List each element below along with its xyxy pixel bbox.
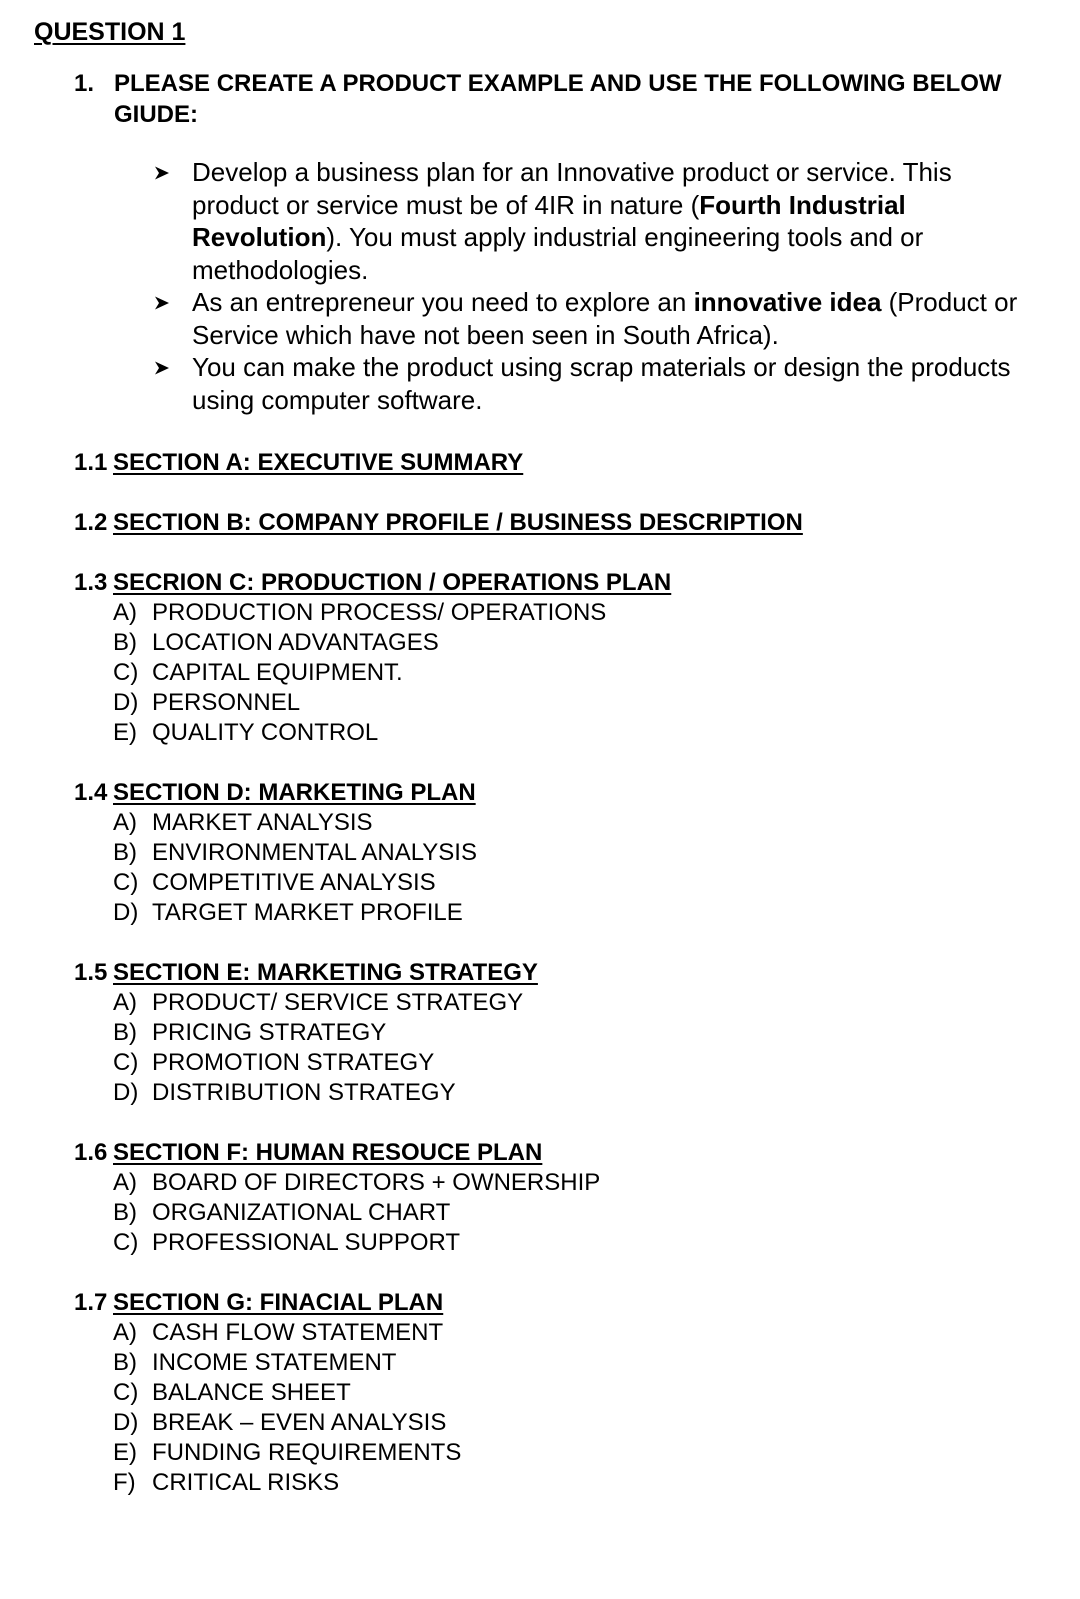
item-text: BOARD OF DIRECTORS + OWNERSHIP: [152, 1169, 601, 1196]
item-letter: B): [113, 1199, 137, 1226]
section-number: 1.3: [74, 569, 108, 596]
bullet-text: (Product or Service which have not been seen in South Africa).: [192, 287, 1018, 350]
list-item: [74, 1438, 1034, 1468]
section-heading: [74, 568, 1034, 598]
section-company-profile: [74, 508, 1034, 538]
list-item: [74, 1378, 1034, 1408]
item-letter: C): [113, 869, 139, 896]
item-letter: E): [113, 719, 137, 746]
item-text: COMPETITIVE ANALYSIS: [152, 869, 436, 896]
item-letter: A): [113, 1169, 137, 1196]
item-text: ENVIRONMENTAL ANALYSIS: [152, 839, 477, 866]
item-letter: B): [113, 629, 137, 656]
item-text: PRICING STRATEGY: [152, 1019, 387, 1046]
list-item: [74, 1018, 1034, 1048]
list-item: [74, 1348, 1034, 1378]
item-text: PROMOTION STRATEGY: [152, 1049, 435, 1076]
section-production-plan: [74, 568, 1034, 748]
list-item: [74, 1408, 1034, 1438]
list-item: [74, 1228, 1034, 1258]
list-item: [74, 718, 1034, 748]
list-item: [74, 1078, 1034, 1108]
item-text: BALANCE SHEET: [152, 1379, 351, 1406]
section-heading: [74, 448, 1034, 478]
list-item: [74, 1468, 1034, 1498]
section-heading: [74, 958, 1034, 988]
list-item: [74, 628, 1034, 658]
list-item: [74, 1318, 1034, 1348]
section-heading: [74, 778, 1034, 808]
section-title: SECRION C: PRODUCTION / OPERATIONS PLAN: [113, 569, 672, 596]
item-text: QUALITY CONTROL: [152, 719, 379, 746]
item-letter: C): [113, 1379, 139, 1406]
section-title: SECTION E: MARKETING STRATEGY: [113, 959, 538, 986]
guide-bullet: [150, 351, 1040, 416]
item-letter: A): [113, 599, 137, 626]
section-marketing-plan: [74, 778, 1034, 928]
list-item: [74, 598, 1034, 628]
list-item: [74, 1198, 1034, 1228]
guide-bullet-list: [150, 156, 1040, 416]
item-letter: A): [113, 989, 137, 1016]
item-text: PERSONNEL: [152, 689, 301, 716]
section-financial-plan: [74, 1288, 1034, 1498]
item-letter: A): [113, 809, 137, 836]
list-item: [74, 1048, 1034, 1078]
section-heading: [74, 508, 1034, 538]
question-number: 1.: [74, 70, 95, 97]
item-text: FUNDING REQUIREMENTS: [152, 1439, 462, 1466]
item-text: BREAK – EVEN ANALYSIS: [152, 1409, 447, 1436]
bullet-bold-text: innovative idea: [693, 287, 882, 317]
item-letter: A): [113, 1319, 137, 1346]
item-text: CASH FLOW STATEMENT: [152, 1319, 444, 1346]
item-text: PRODUCT/ SERVICE STRATEGY: [152, 989, 524, 1016]
item-text: CRITICAL RISKS: [152, 1469, 340, 1496]
item-text: PRODUCTION PROCESS/ OPERATIONS: [152, 599, 607, 626]
section-title: SECTION B: COMPANY PROFILE / BUSINESS DESCRIPTION: [113, 509, 803, 536]
question-heading: [74, 68, 1034, 130]
section-number: 1.2: [74, 509, 108, 536]
arrow-bullet-icon: [154, 296, 170, 310]
section-number: 1.5: [74, 959, 108, 986]
question-text: PLEASE CREATE A PRODUCT EXAMPLE AND USE THE FOLLOWING BELOW GIUDE:: [114, 70, 1002, 128]
list-item: [74, 838, 1034, 868]
item-letter: C): [113, 1049, 139, 1076]
item-letter: F): [113, 1469, 136, 1496]
item-letter: B): [113, 839, 137, 866]
item-text: LOCATION ADVANTAGES: [152, 629, 439, 656]
subsection-list: [74, 598, 1034, 748]
item-letter: D): [113, 1079, 139, 1106]
item-text: DISTRIBUTION STRATEGY: [152, 1079, 456, 1106]
section-heading: [74, 1288, 1034, 1318]
document-title: QUESTION 1: [34, 18, 186, 46]
bullet-text: Develop a business plan for an Innovative product or service. This product or service must be of 4IR in nature (: [192, 157, 952, 220]
item-letter: B): [113, 1019, 137, 1046]
arrow-bullet-icon: [154, 361, 170, 375]
item-letter: D): [113, 1409, 139, 1436]
subsection-list: [74, 1318, 1034, 1498]
item-letter: C): [113, 1229, 139, 1256]
list-item: [74, 1168, 1034, 1198]
item-text: MARKET ANALYSIS: [152, 809, 373, 836]
arrow-bullet-icon: [154, 166, 170, 180]
list-item: [74, 988, 1034, 1018]
list-item: [74, 808, 1034, 838]
item-text: CAPITAL EQUIPMENT.: [152, 659, 403, 686]
item-letter: E): [113, 1439, 137, 1466]
guide-bullet: [150, 286, 1040, 351]
item-text: TARGET MARKET PROFILE: [152, 899, 463, 926]
list-item: [74, 868, 1034, 898]
item-text: INCOME STATEMENT: [152, 1349, 397, 1376]
item-letter: D): [113, 689, 139, 716]
item-text: ORGANIZATIONAL CHART: [152, 1199, 451, 1226]
bullet-text: As an entrepreneur you need to explore an: [192, 287, 694, 317]
bullet-text: You can make the product using scrap materials or design the products using computer software.: [192, 352, 1011, 415]
section-human-resource-plan: [74, 1138, 1034, 1258]
guide-bullet: [150, 156, 1040, 286]
section-number: 1.6: [74, 1139, 108, 1166]
section-heading: [74, 1138, 1034, 1168]
item-letter: B): [113, 1349, 137, 1376]
section-number: 1.7: [74, 1289, 108, 1316]
bullet-text: ). You must apply industrial engineering tools and or methodologies.: [192, 222, 924, 285]
section-executive-summary: [74, 448, 1034, 478]
subsection-list: [74, 988, 1034, 1108]
item-text: PROFESSIONAL SUPPORT: [152, 1229, 461, 1256]
list-item: [74, 658, 1034, 688]
section-title: SECTION A: EXECUTIVE SUMMARY: [113, 449, 524, 476]
section-title: SECTION D: MARKETING PLAN: [113, 779, 476, 806]
item-letter: D): [113, 899, 139, 926]
subsection-list: [74, 1168, 1034, 1258]
bullet-bold-text: Fourth Industrial Revolution: [192, 189, 906, 252]
section-marketing-strategy: [74, 958, 1034, 1108]
section-title: SECTION G: FINACIAL PLAN: [113, 1289, 444, 1316]
item-letter: C): [113, 659, 139, 686]
subsection-list: [74, 808, 1034, 928]
section-title: SECTION F: HUMAN RESOUCE PLAN: [113, 1139, 543, 1166]
section-number: 1.4: [74, 779, 108, 806]
section-number: 1.1: [74, 449, 108, 476]
list-item: [74, 688, 1034, 718]
list-item: [74, 898, 1034, 928]
